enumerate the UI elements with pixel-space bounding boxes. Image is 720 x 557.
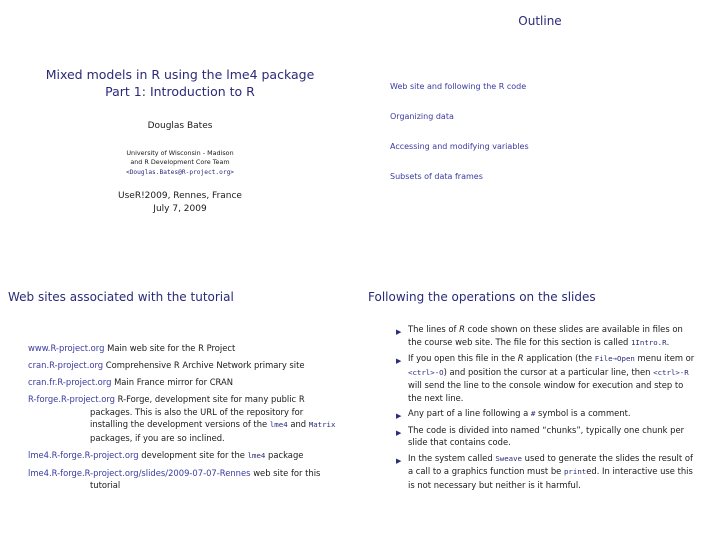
link-description: Comprehensive R Archive Network primary site bbox=[105, 360, 305, 370]
package-name: Matrix bbox=[308, 420, 336, 429]
list-item bbox=[28, 467, 338, 492]
list-item bbox=[28, 449, 338, 463]
following-operations-slide bbox=[360, 282, 720, 552]
tool-name: Sweave bbox=[495, 453, 523, 463]
link-description: and bbox=[287, 419, 309, 429]
bullet-text: The lines of bbox=[408, 324, 460, 334]
event-name: UseR!2009, Rennes, France bbox=[118, 191, 242, 201]
outline-list bbox=[390, 82, 529, 202]
bullet-text: application (the bbox=[523, 353, 595, 363]
bullet-text: menu item or bbox=[634, 353, 695, 363]
outline-item[interactable]: Organizing data bbox=[390, 112, 454, 121]
triangle-right-icon: ▶ bbox=[396, 456, 402, 465]
link-cran[interactable]: cran.R-project.org bbox=[28, 360, 104, 370]
list-item bbox=[28, 342, 338, 355]
link-description: packages, if you are so inclined. bbox=[90, 432, 225, 443]
bullet-text: The code is divided into named “chunks”, typically one chunk per slide that contains code. bbox=[408, 424, 685, 447]
outline-item[interactable]: Web site and following the R code bbox=[390, 82, 527, 91]
institution-line-1: University of Wisconsin - Madison bbox=[126, 149, 234, 157]
bullet-item bbox=[396, 352, 696, 404]
outline-item[interactable]: Accessing and modifying variables bbox=[390, 142, 529, 151]
triangle-right-icon: ▶ bbox=[396, 357, 402, 365]
bullet-text: If you open this file in the bbox=[408, 353, 518, 363]
link-lme4-forge[interactable]: lme4.R-forge.R-project.org bbox=[28, 449, 139, 460]
slide-title: Outline bbox=[518, 14, 562, 28]
event-info bbox=[0, 190, 360, 216]
bullet-text: In the system called bbox=[408, 452, 496, 463]
bullet-text: ) and position the cursor at a particular line, then bbox=[443, 366, 654, 377]
menu-path: File→Open bbox=[594, 354, 635, 363]
list-item bbox=[28, 376, 338, 389]
bullet-item bbox=[396, 407, 696, 421]
link-r-forge[interactable]: R-forge.R-project.org bbox=[28, 394, 115, 404]
bullet-text: symbol is a comment. bbox=[535, 408, 631, 418]
triangle-right-icon: ▶ bbox=[396, 412, 402, 420]
bullet-item bbox=[396, 452, 696, 492]
r-name: R bbox=[517, 353, 524, 363]
link-description: Main web site for the R Project bbox=[107, 343, 236, 353]
r-name: R bbox=[459, 324, 465, 334]
list-item bbox=[28, 393, 338, 444]
link-cran-fr[interactable]: cran.fr.R-project.org bbox=[28, 377, 112, 387]
link-r-project[interactable]: www.R-project.org bbox=[28, 343, 105, 353]
link-description: development site for the bbox=[141, 449, 248, 460]
bullet-text: Any part of a line following a bbox=[408, 408, 531, 418]
bullet-text: . bbox=[666, 336, 670, 347]
title-line-1: Mixed models in R using the lme4 package bbox=[45, 67, 315, 82]
triangle-right-icon: ▶ bbox=[396, 328, 402, 336]
title-line-2: Part 1: Introduction to R bbox=[105, 84, 255, 99]
link-description: Main France mirror for CRAN bbox=[114, 377, 234, 387]
bullet-text: code shown on these slides are available in files on the course web site. The file for this section is called bbox=[408, 324, 683, 347]
web-site-list bbox=[28, 342, 338, 496]
bullet-text: ed. In interactive use this is not necessary but neither is it harmful. bbox=[408, 466, 693, 490]
presentation-title bbox=[0, 66, 360, 100]
title-slide bbox=[0, 0, 360, 270]
link-description: package bbox=[265, 449, 304, 460]
author: Douglas Bates bbox=[147, 121, 213, 131]
key-combo: <ctrl>-O bbox=[408, 367, 444, 377]
link-description: web site for this tutorial bbox=[90, 467, 321, 490]
slide-title: Web sites associated with the tutorial bbox=[8, 290, 234, 304]
bullet-text: will send the line to the console window for execution and step to the next line. bbox=[408, 380, 684, 403]
outline-slide bbox=[360, 0, 720, 270]
outline-item[interactable]: Subsets of data frames bbox=[390, 172, 483, 181]
author-email: <Douglas.Bates@R-project.org> bbox=[125, 168, 235, 176]
link-description: R-Forge, development site for many public R packages. This is also the URL of the repository for installing the development versions of the bbox=[90, 394, 305, 429]
list-item bbox=[28, 359, 338, 372]
link-tutorial-slides[interactable]: lme4.R-forge.R-project.org/slides/2009-07-07-Rennes bbox=[28, 467, 251, 478]
triangle-right-icon: ▶ bbox=[396, 428, 402, 437]
package-name: lme4 bbox=[247, 450, 266, 460]
web-sites-slide bbox=[0, 282, 360, 552]
comment-symbol: # bbox=[530, 409, 536, 418]
institution bbox=[0, 149, 360, 177]
bullet-item bbox=[396, 424, 696, 449]
bullet-item bbox=[396, 323, 696, 349]
key-combo: <ctrl>-R bbox=[653, 367, 689, 377]
package-name: lme4 bbox=[269, 420, 288, 429]
function-name: print bbox=[563, 467, 587, 476]
event-date: July 7, 2009 bbox=[153, 204, 207, 214]
file-name: 1Intro.R bbox=[630, 337, 667, 347]
bullet-text: used to generate the slides the result of a call to a graphics function must be bbox=[408, 452, 693, 476]
slide-title: Following the operations on the slides bbox=[368, 290, 596, 304]
bullet-list bbox=[396, 323, 696, 494]
institution-line-2: and R Development Core Team bbox=[130, 158, 230, 167]
